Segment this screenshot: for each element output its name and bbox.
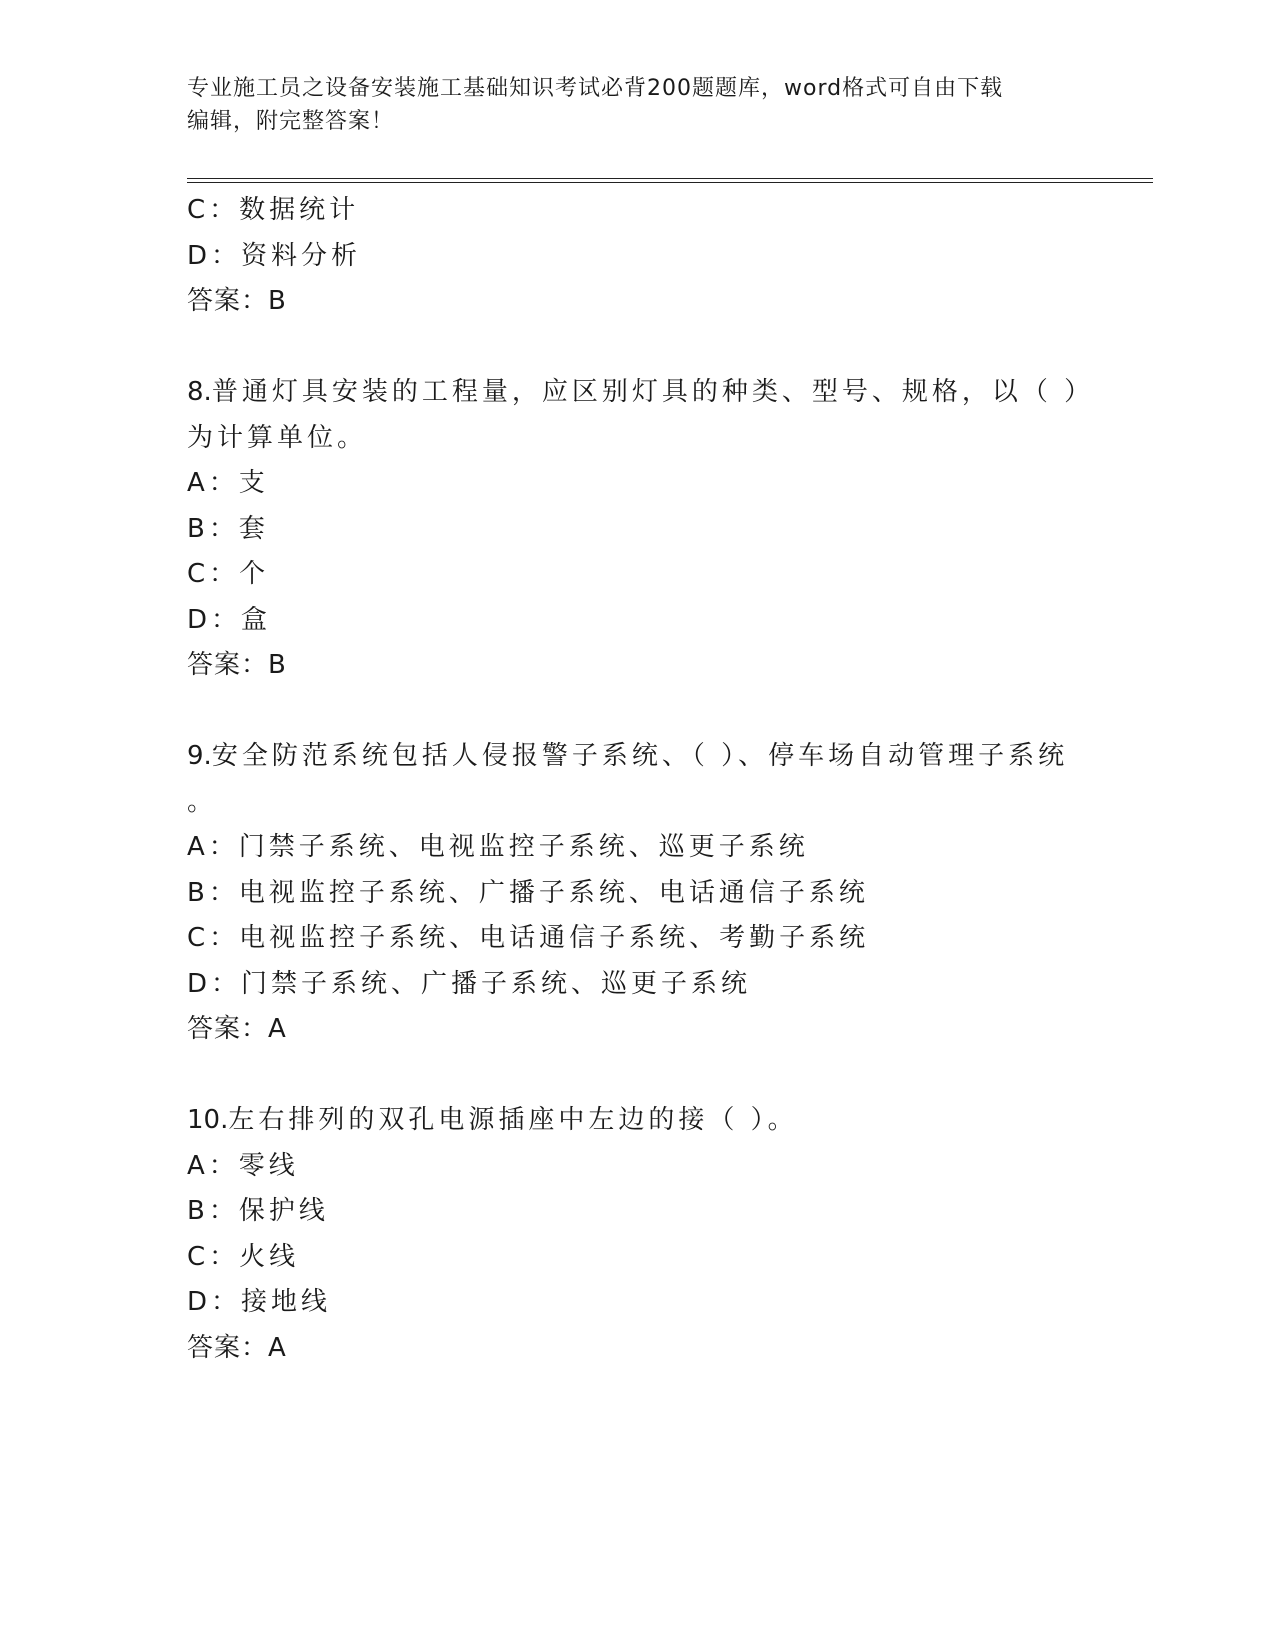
- answer: 答案：B: [187, 286, 287, 316]
- option-d: D：门禁子系统、广播子系统、巡更子系统: [187, 968, 752, 999]
- question-text-line-2: 为计算单位。: [187, 422, 368, 453]
- question-8: [187, 370, 1095, 689]
- header-divider: [187, 178, 1153, 183]
- answer: 答案：A: [187, 1014, 287, 1044]
- answer: 答案：A: [187, 1332, 287, 1363]
- question-content: [187, 188, 1095, 1371]
- option-d: D：资料分析: [187, 240, 362, 271]
- question-text-line-1: 9.安全防范系统包括人侵报警子系统、（ ）、停车场自动管理子系统: [187, 741, 1069, 771]
- option-c: C：电视监控子系统、电话通信子系统、考勤子系统: [187, 923, 870, 953]
- question-number: 9.: [187, 741, 212, 771]
- option-b: B：电视监控子系统、广播子系统、电话通信子系统: [187, 877, 869, 908]
- question-10: [187, 1098, 1087, 1371]
- option-a: A：零线: [187, 1150, 299, 1181]
- option-d: D：接地线: [187, 1287, 332, 1317]
- option-d: D：盒: [187, 604, 272, 635]
- question-text-line-1: 8.普通灯具安装的工程量，应区别灯具的种类、型号、规格，以（ ）: [187, 377, 1095, 407]
- question-text-line-1: 10.左右排列的双孔电源插座中左边的接（ ）。: [187, 1105, 798, 1135]
- option-b: B：套: [187, 513, 269, 544]
- page-header: [187, 72, 1067, 138]
- prev-question: [187, 188, 1087, 325]
- option-a: A：门禁子系统、电视监控子系统、巡更子系统: [187, 832, 809, 862]
- option-c: C：个: [187, 559, 270, 589]
- question-number: 10.: [187, 1105, 229, 1135]
- option-c: C：火线: [187, 1241, 300, 1272]
- option-c: C：数据统计: [187, 195, 360, 225]
- question-number: 8.: [187, 377, 212, 407]
- question-text-line-2: 。: [187, 786, 218, 817]
- option-b: B：保护线: [187, 1196, 329, 1226]
- answer: 答案：B: [187, 650, 287, 680]
- header-line-2: 编辑，附完整答案！: [187, 109, 395, 134]
- question-9: [187, 734, 1087, 1053]
- header-line-1: 专业施工员之设备安装施工基础知识考试必背200题题库，word格式可自由下载: [187, 76, 1004, 101]
- option-a: A：支: [187, 468, 269, 498]
